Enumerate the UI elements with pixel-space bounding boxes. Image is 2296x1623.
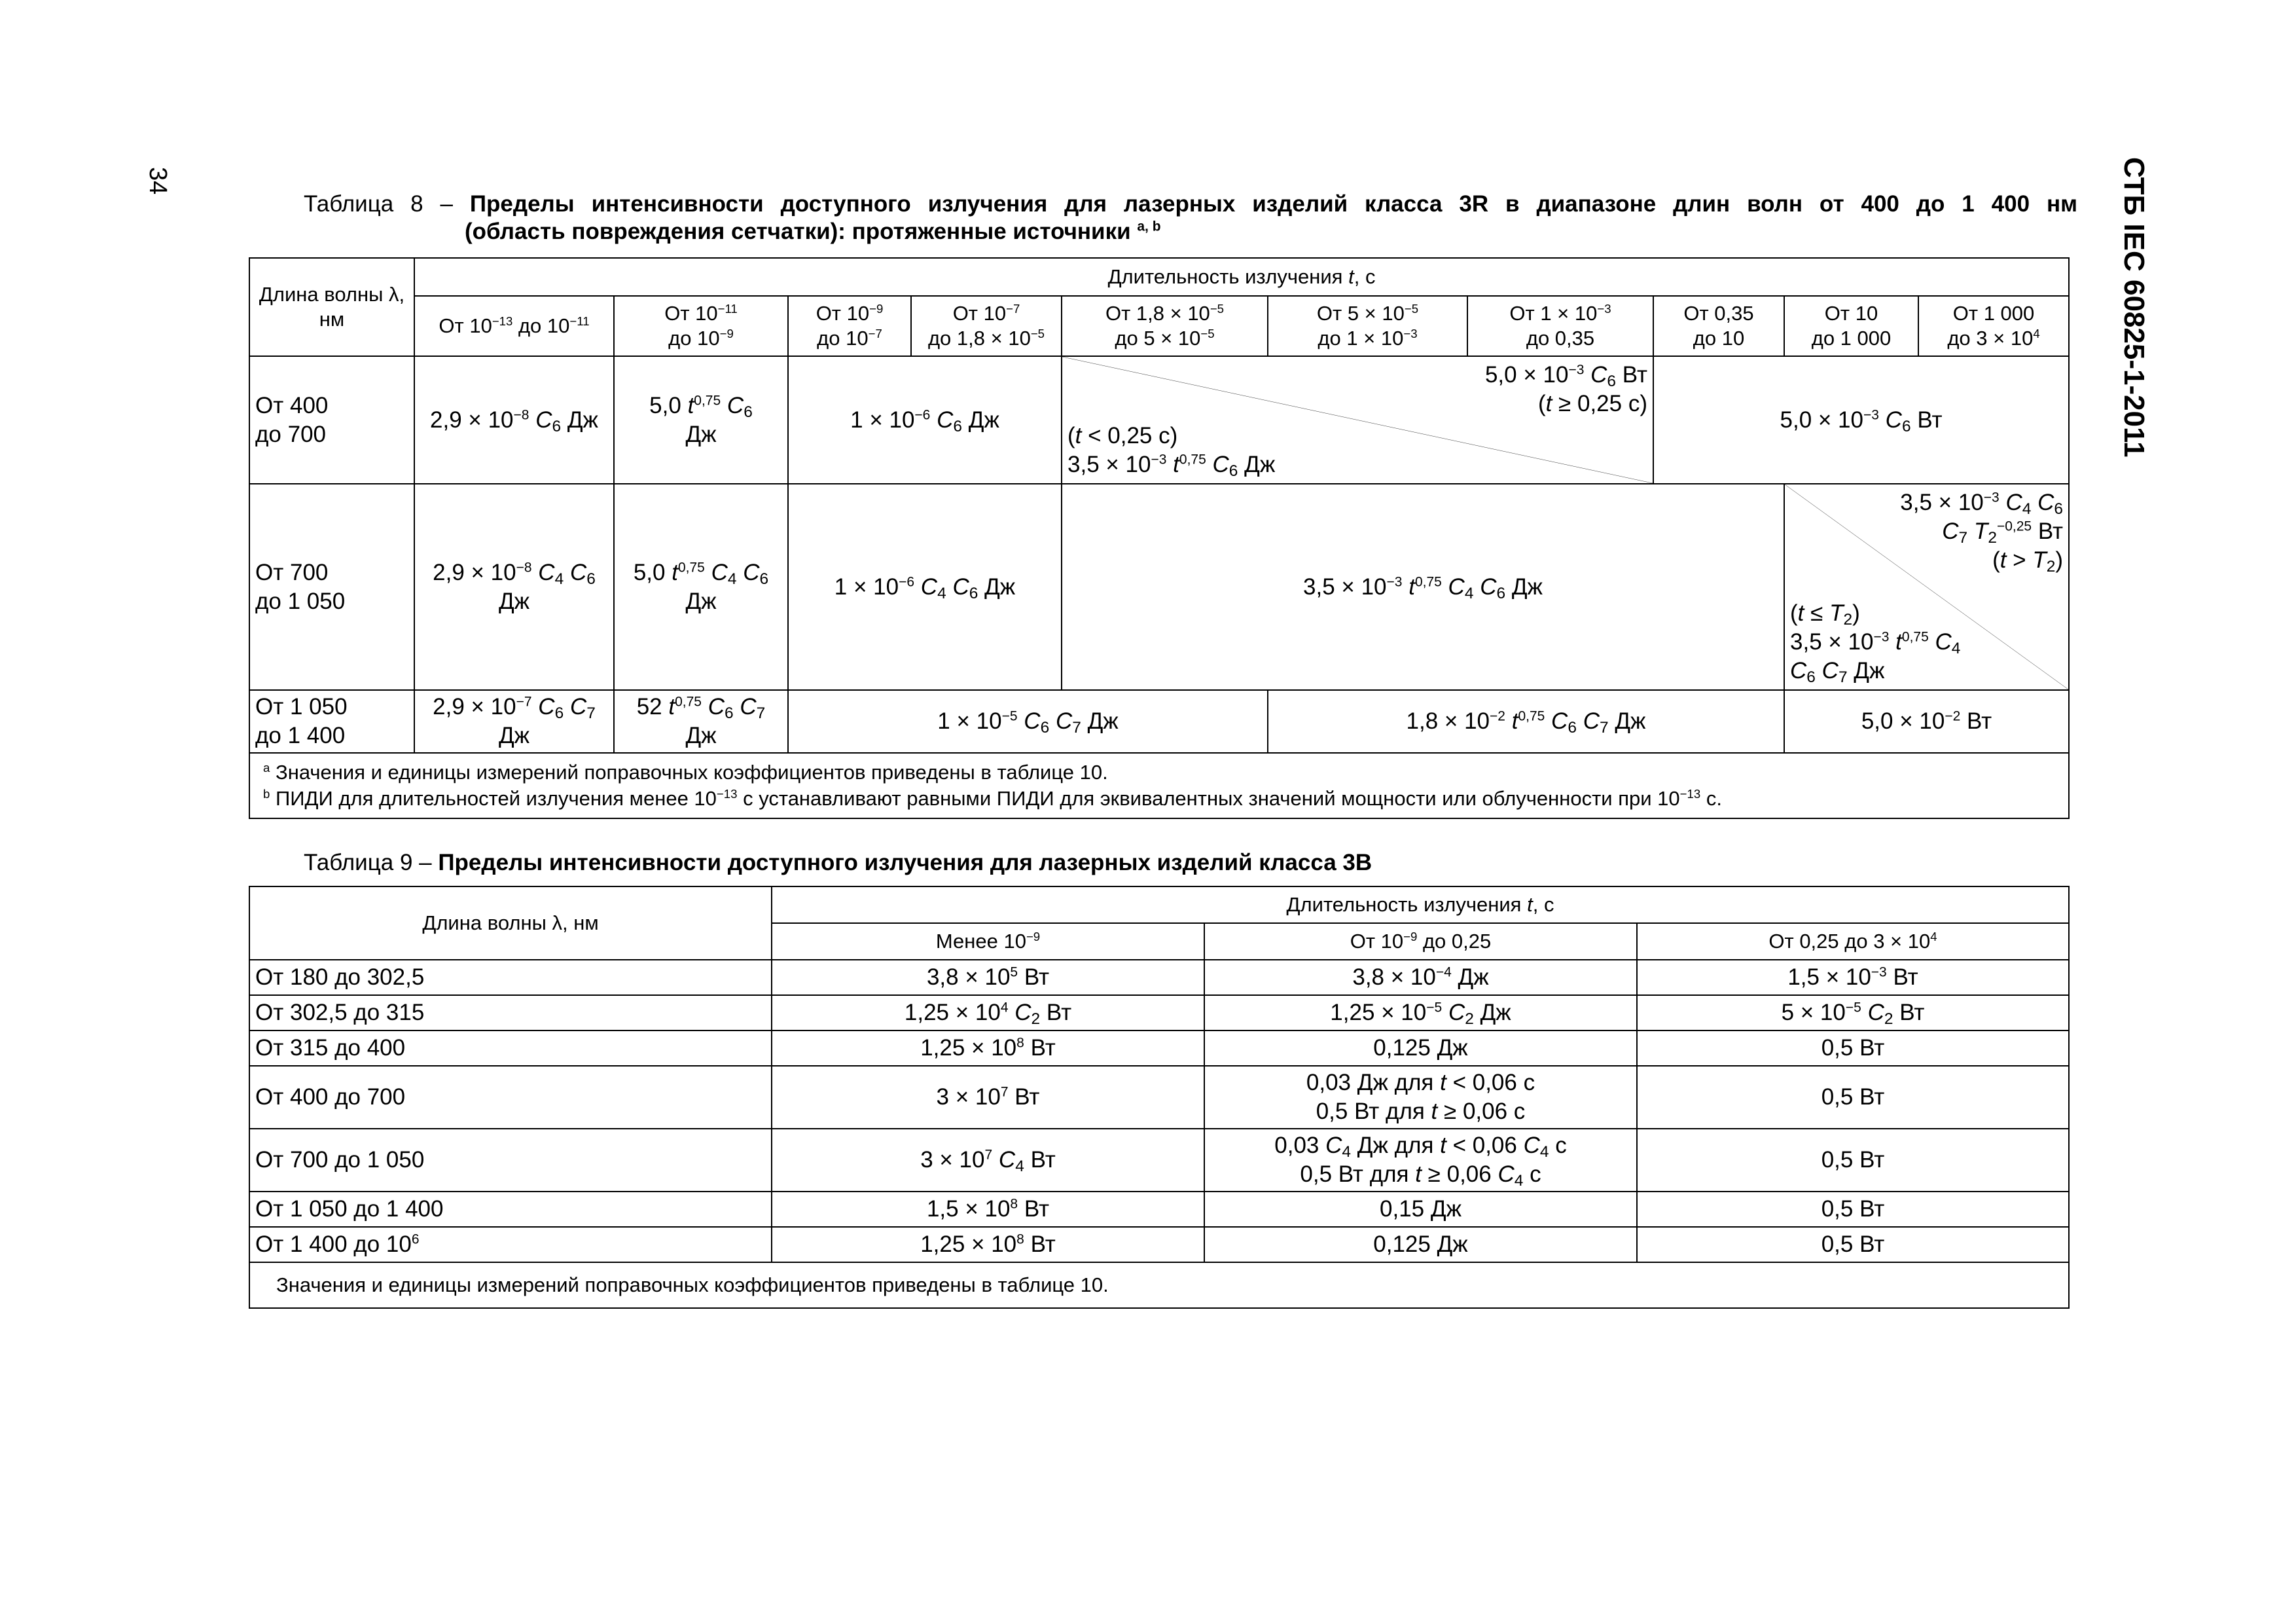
table8-header-col5: От $1,8 \times 10^{-5}$ до $5 \times 10^{-5}$ <box>1062 296 1268 356</box>
table9-row2-c3: $5 \times 10^{-5}$ $C_2$ Вт <box>1637 995 2069 1030</box>
table9-row3-c2: 0,125 Дж <box>1204 1030 1637 1066</box>
table8-header-col6: От $5 \times 10^{-5}$ до $1 \times 10^{-3}$ <box>1268 296 1467 356</box>
table9-row3-c3: 0,5 Вт <box>1637 1030 2069 1066</box>
table9-row5-wavelength: От 700 до 1 050 <box>249 1129 772 1192</box>
table8-row3-c3: $1 \times 10^{-5}$ $C_6$ $C_7$ Дж <box>788 690 1268 753</box>
table8-footnotes <box>249 753 2069 818</box>
table9-label: Таблица 9 – <box>304 850 432 875</box>
table8-row1-c1: $2,9 \times 10^{-8}$ $C_6$ Дж <box>414 356 614 484</box>
table8-row2-c3: $1 \times 10^{-6}$ $C_4$ $C_6$ Дж <box>788 484 1062 690</box>
table9-row6-wavelength: От 1 050 до 1 400 <box>249 1192 772 1227</box>
table9-title: Пределы интенсивности доступного излучения для лазерных изделий класса 3B <box>438 850 1372 875</box>
table8-row3-c5: $5,0 \times 10^{-2}$ Вт <box>1784 690 2069 753</box>
table8-row1-upper: $5,0 \times 10^{-3}$ $C_6$ Вт (t ≥ 0,25 с) <box>1484 362 1647 416</box>
table9-row3-wavelength: От 315 до 400 <box>249 1030 772 1066</box>
page-number: 34 <box>144 167 171 195</box>
table8-row2-c4: $3,5 \times 10^{-3}$ $t^{0,75}$ $C_4$ $C_6$ Дж <box>1062 484 1784 690</box>
table8-header-col2: От $10^{-11}$ до $10^{-9}$ <box>614 296 788 356</box>
table9-row2-c1: $1,25 \times 10^4$ $C_2$ Вт <box>772 995 1204 1030</box>
table8-row1-lower: (t < 0,25 с) $3,5 \times 10^{-3}$ $t^{0,75}$ $C_6$ Дж <box>1067 423 1276 481</box>
table9-row6-c1: $1,5 \times 10^8$ Вт <box>772 1192 1204 1227</box>
table9-row4-c2: 0,03 Дж для t < 0,06 с 0,5 Вт для t ≥ 0,06 с <box>1204 1066 1637 1129</box>
table8-title-footnote-marks: a, b <box>1137 219 1161 234</box>
table9-row6-c3: 0,5 Вт <box>1637 1192 2069 1227</box>
table8-caption-line2 <box>465 217 1161 246</box>
table8-row3-c4: $1,8 \times 10^{-2}$ $t^{0,75}$ $C_6$ $C_7$ Дж <box>1268 690 1784 753</box>
table8-header-col7: От $1 \times 10^{-3}$ до 0,35 <box>1467 296 1653 356</box>
table9-row3-c1: $1,25 \times 10^8$ Вт <box>772 1030 1204 1066</box>
table8-header-col10: От 1 000 до $3 \times 10^4$ <box>1918 296 2069 356</box>
table8-header-col1: От $10^{-13}$ до $10^{-11}$ <box>414 296 614 356</box>
table8-row2-diagonal-cell <box>1784 484 2069 690</box>
table9-row7-c1: $1,25 \times 10^8$ Вт <box>772 1227 1204 1262</box>
table9-row2-wavelength: От 302,5 до 315 <box>249 995 772 1030</box>
table8-row2-c2: 5,0 $t^{0,75}$ $C_4$ $C_6$ Дж <box>614 484 788 690</box>
table9-row7-wavelength: От 1 400 до $10^6$ <box>249 1227 772 1262</box>
table8-header-col3: От $10^{-9}$ до $10^{-7}$ <box>788 296 911 356</box>
table8-header-duration: Длительность излучения t, с <box>414 258 2069 296</box>
table9-row1-c3: $1,5 \times 10^{-3}$ Вт <box>1637 960 2069 995</box>
table8-title-line1: Пределы интенсивности доступного излучения для лазерных изделий класса 3R в диапазоне длин волн от 400 до 1 400 нм <box>469 191 2077 217</box>
table8-row1-wavelength: От 400 до 700 <box>249 356 414 484</box>
table8-row3-c2: 52 $t^{0,75}$ $C_6$ $C_7$ Дж <box>614 690 788 753</box>
table8-caption <box>304 190 2077 219</box>
table8-header-wavelength: Длина волны λ, нм <box>249 258 414 356</box>
table9-row5-c1: $3 \times 10^7$ $C_4$ Вт <box>772 1129 1204 1192</box>
table9-header-col3: От 0,25 до $3 \times 10^4$ <box>1637 923 2069 960</box>
table8-title-line2: (область повреждения сетчатки): протяженные источники <box>465 219 1131 244</box>
table9-header-wavelength: Длина волны λ, нм <box>249 886 772 960</box>
table9-header-duration: Длительность излучения t, с <box>772 886 2069 923</box>
table9-row4-c1: $3 \times 10^7$ Вт <box>772 1066 1204 1129</box>
table9-row1-c2: $3,8 \times 10^{-4}$ Дж <box>1204 960 1637 995</box>
table8-row1-c6: $5,0 \times 10^{-3}$ $C_6$ Вт <box>1653 356 2069 484</box>
table8-footnote-b: $^b$ ПИДИ для длительностей излучения менее $10^{-13}$ с устанавливают равными ПИДИ для эквивалентных значений мощности или облученности при $10^{-13}$ с. <box>263 786 1722 810</box>
table9-row5-c2: 0,03 $C_4$ Дж для t < 0,06 $C_4$ с 0,5 Вт для t ≥ 0,06 $C_4$ с <box>1204 1129 1637 1192</box>
table9-row7-c3: 0,5 Вт <box>1637 1227 2069 1262</box>
table8-row2-upper: $3,5 \times 10^{-3}$ $C_4$ $C_6$ $C_7$ $T_2^{-0,25}$ Вт $(t > T_2)$ <box>1900 490 2064 576</box>
table8-row3-wavelength: От 1 050 до 1 400 <box>249 690 414 753</box>
table8-row1-c2: 5,0 $t^{0,75}$ $C_6$ Дж <box>614 356 788 484</box>
table8 <box>249 257 2070 819</box>
table9-row6-c2: 0,15 Дж <box>1204 1192 1637 1227</box>
table9-row7-c2: 0,125 Дж <box>1204 1227 1637 1262</box>
table9-row1-c1: $3,8 \times 10^5$ Вт <box>772 960 1204 995</box>
table8-header-col8: От 0,35 до 10 <box>1653 296 1784 356</box>
table8-footnote-a: $^a$ Значения и единицы измерений поправочных коэффициентов приведены в таблице 10. <box>263 760 1108 784</box>
table8-row2-c1: $2,9 \times 10^{-8}$ $C_4$ $C_6$ Дж <box>414 484 614 690</box>
table8-row1-diagonal-cell <box>1062 356 1653 484</box>
table9-row1-wavelength: От 180 до 302,5 <box>249 960 772 995</box>
table8-header-col4: От $10^{-7}$ до $1,8 \times 10^{-5}$ <box>911 296 1062 356</box>
table8-header-col9: От 10 до 1 000 <box>1784 296 1918 356</box>
table8-row1-c3: $1 \times 10^{-6}$ $C_6$ Дж <box>788 356 1062 484</box>
table8-row2-wavelength: От 700 до 1 050 <box>249 484 414 690</box>
document-code: СТБ IEC 60825-1-2011 <box>2118 157 2150 458</box>
table9-caption <box>304 848 1372 877</box>
table9-row2-c2: $1,25 \times 10^{-5}$ $C_2$ Дж <box>1204 995 1637 1030</box>
table9-row4-c3: 0,5 Вт <box>1637 1066 2069 1129</box>
table8-row3-c1: $2,9 \times 10^{-7}$ $C_6$ $C_7$ Дж <box>414 690 614 753</box>
table9-footnote: Значения и единицы измерений поправочных коэффициентов приведены в таблице 10. <box>249 1262 2069 1308</box>
table8-label: Таблица 8 – <box>304 191 453 217</box>
table9-row5-c3: 0,5 Вт <box>1637 1129 2069 1192</box>
table8-row2-lower: $(t \le T_2)$ $3,5 \times 10^{-3}$ $t^{0,75}$ $C_4$ $C_6$ $C_7$ Дж <box>1790 600 1961 687</box>
table9-row4-wavelength: От 400 до 700 <box>249 1066 772 1129</box>
table9 <box>249 886 2070 1309</box>
table9-header-col1: Менее $10^{-9}$ <box>772 923 1204 960</box>
table9-header-col2: От $10^{-9}$ до 0,25 <box>1204 923 1637 960</box>
